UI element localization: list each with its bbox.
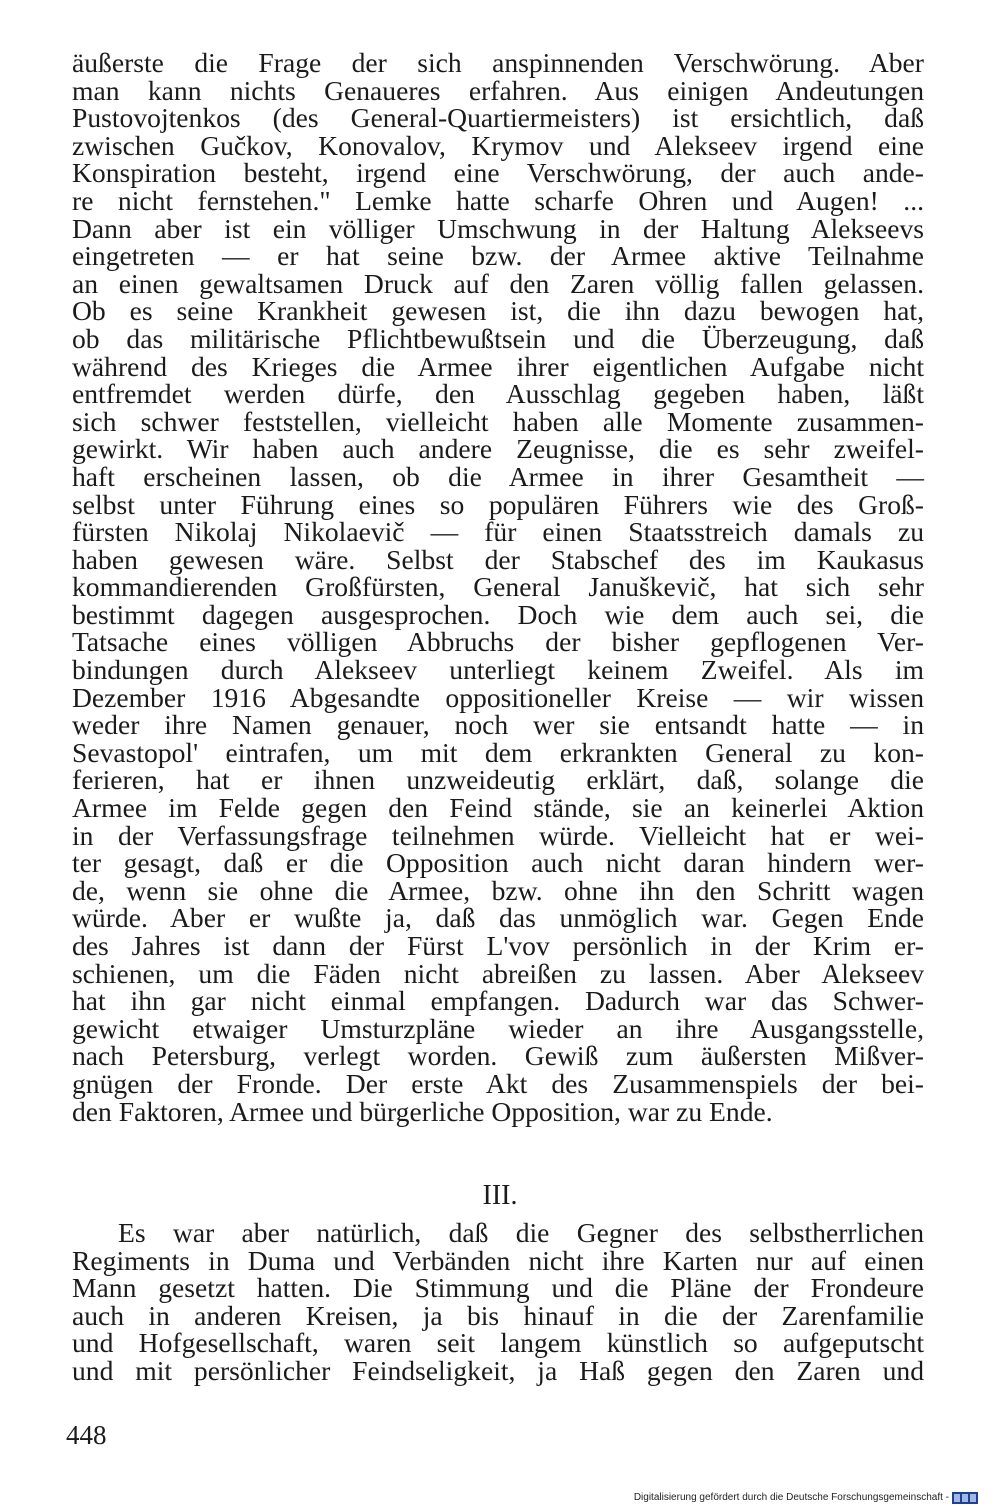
- text-line: entfremdet werden dürfe, den Ausschlag gegeben haben, läßt: [72, 378, 924, 410]
- text-line: Ob es seine Krankheit gewesen ist, die ihn dazu bewogen hat,: [72, 295, 924, 327]
- text-line: Regiments in Duma und Verbänden nicht ihre Karten nur auf einen: [72, 1244, 924, 1276]
- text-line: gewicht etwaiger Umsturzpläne wieder an ihre Ausgangsstelle,: [72, 1012, 924, 1044]
- text-line: weder ihre Namen genauer, noch wer sie entsandt hatte — in: [72, 709, 924, 741]
- text-line: nach Petersburg, verlegt worden. Gewiß zum äußersten Mißver-: [72, 1040, 924, 1072]
- text-line: sich schwer feststellen, vielleicht haben alle Momente zusammen-: [72, 405, 924, 437]
- text-line: schienen, um die Fäden nicht abreißen zu lassen. Aber Alekseev: [72, 957, 924, 989]
- text-line: fürsten Nikolaj Nikolaevič — für einen Staatsstreich damals zu: [72, 516, 924, 548]
- text-line: und Hofgesellschaft, waren seit langem künstlich so aufgeputscht: [72, 1327, 924, 1359]
- text-line: re nicht fernstehen." Lemke hatte scharfe Ohren und Augen! ...: [72, 184, 924, 216]
- text-line: ferieren, hat er ihnen unzweideutig erklärt, daß, solange die: [72, 764, 924, 796]
- text-line: hat ihn gar nicht einmal empfangen. Dadurch war das Schwer-: [72, 985, 924, 1017]
- text-line: des Jahres ist dann der Fürst L'vov persönlich in der Krim er-: [72, 930, 924, 961]
- text-line: ter gesagt, daß er die Opposition auch nicht daran hindern wer-: [72, 847, 924, 879]
- text-line: Dezember 1916 Abgesandte oppositioneller Kreise — wir wissen: [72, 681, 924, 713]
- text-line: selbst unter Führung eines so populären Führers wie des Groß-: [72, 488, 924, 520]
- text-line: Mann gesetzt hatten. Die Stimmung und die Pläne der Frondeure: [72, 1272, 924, 1304]
- text-line: Es war aber natürlich, daß die Gegner des selbstherrlichen: [118, 1217, 924, 1248]
- text-line: Konspiration besteht, irgend eine Verschwörung, der auch ande-: [72, 157, 924, 189]
- text-line: zwischen Gučkov, Konovalov, Krymov und Alekseev irgend eine: [72, 129, 924, 161]
- text-line: kommandierenden Großfürsten, General Januškevič, hat sich sehr: [72, 571, 924, 603]
- text-line: Armee im Felde gegen den Feind stände, sie an keinerlei Aktion: [72, 792, 924, 824]
- dfg-logo-icon: [952, 1492, 978, 1504]
- text-line: den Faktoren, Armee und bürgerliche Opposition, war zu Ende.: [72, 1095, 773, 1127]
- footer-credit-text: Digitalisierung gefördert durch die Deutsche Forschungsgemeinschaft -: [633, 1492, 949, 1503]
- paragraph-1: [72, 49, 924, 1125]
- text-line: äußerste die Frage der sich anspinnenden Verschwörung. Aber: [72, 47, 924, 78]
- text-line: würde. Aber er wußte ja, daß das unmöglich war. Gegen Ende: [72, 902, 924, 934]
- text-line: bindungen durch Alekseev unterliegt keinem Zweifel. Als im: [72, 654, 924, 686]
- text-line: haft erscheinen lassen, ob die Armee in ihrer Gesamtheit —: [72, 460, 924, 492]
- text-line: de, wenn sie ohne die Armee, bzw. ohne ihn den Schritt wagen: [72, 874, 924, 906]
- text-line: gnügen der Fronde. Der erste Akt des Zusammenspiels der bei-: [72, 1067, 924, 1099]
- text-line: gewirkt. Wir haben auch andere Zeugnisse, die es sehr zweifel-: [72, 433, 924, 465]
- page-number: 448: [66, 1420, 107, 1450]
- text-line: auch in anderen Kreisen, ja bis hinauf in die der Zarenfamilie: [72, 1299, 924, 1331]
- text-line: ob das militärische Pflichtbewußtsein und die Überzeugung, daß: [72, 322, 924, 354]
- text-line: an einen gewaltsamen Druck auf den Zaren völlig fallen gelassen.: [72, 267, 924, 299]
- text-line: in der Verfassungsfrage teilnehmen würde. Vielleicht hat er wei-: [72, 819, 924, 851]
- text-line: man kann nichts Genaueres erfahren. Aus einigen Andeutungen: [72, 74, 924, 106]
- text-line: Dann aber ist ein völliger Umschwung in der Haltung Alekseevs: [72, 212, 924, 244]
- paragraph-2: [72, 1219, 924, 1385]
- text-line: Sevastopol' eintrafen, um mit dem erkrankten General zu kon-: [72, 736, 924, 768]
- section-heading: III.: [482, 1180, 518, 1211]
- digitization-footer: [634, 1490, 978, 1506]
- text-line: und mit persönlicher Feindseligkeit, ja Haß gegen den Zaren und: [72, 1354, 924, 1386]
- text-line: haben gewesen wäre. Selbst der Stabschef des im Kaukasus: [72, 543, 924, 575]
- text-line: bestimmt dagegen ausgesprochen. Doch wie dem auch sei, die: [72, 598, 924, 630]
- text-line: Tatsache eines völligen Abbruchs der bisher gepflogenen Ver-: [72, 626, 924, 658]
- text-line: Pustovojtenkos (des General-Quartiermeisters) ist ersichtlich, daß: [72, 102, 924, 134]
- text-line: während des Krieges die Armee ihrer eigentlichen Aufgabe nicht: [72, 350, 924, 382]
- text-line: eingetreten — er hat seine bzw. der Armee aktive Teilnahme: [72, 240, 924, 272]
